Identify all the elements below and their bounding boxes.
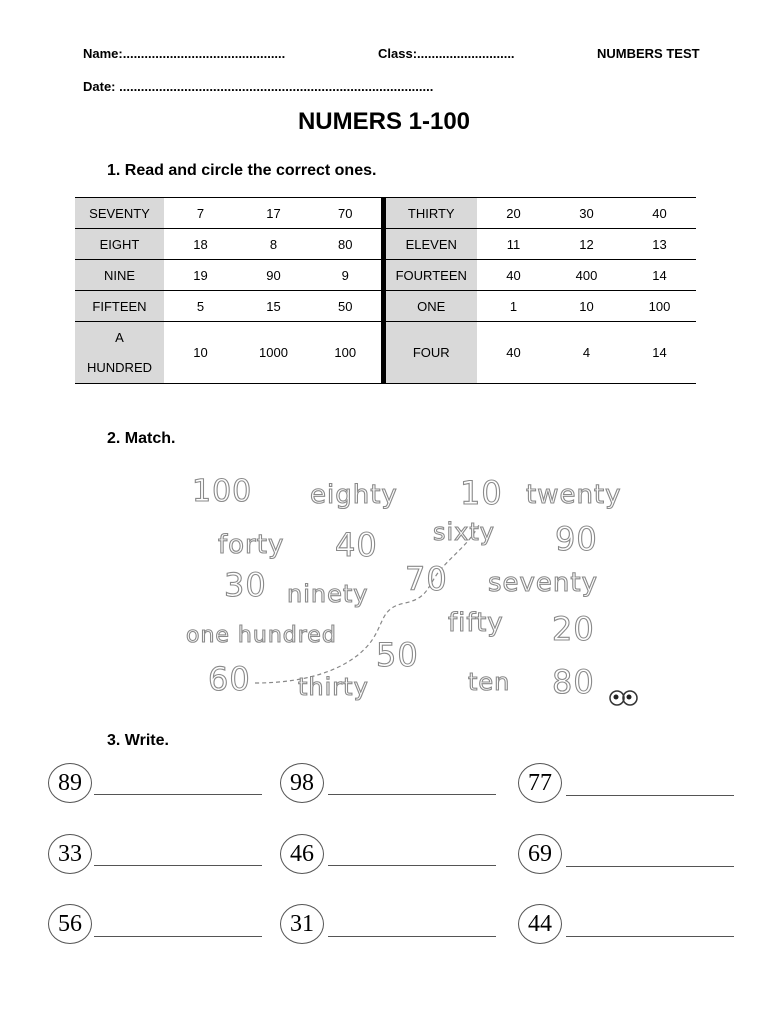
number-option[interactable]: 5 (164, 291, 237, 322)
match-item[interactable]: 90 (555, 520, 598, 558)
number-option[interactable]: 10 (550, 291, 623, 322)
write-answer-line[interactable] (328, 936, 496, 937)
match-item[interactable]: 100 (192, 474, 253, 509)
mascot-logo-icon (608, 688, 644, 708)
number-word: ONE (383, 291, 477, 322)
number-option[interactable]: 100 (310, 322, 383, 384)
number-option[interactable]: 80 (310, 229, 383, 260)
match-item[interactable]: 40 (335, 526, 378, 564)
table-row (75, 322, 696, 384)
write-answer-line[interactable] (566, 795, 734, 796)
number-option[interactable]: 1000 (237, 322, 310, 384)
write-number-badge: 31 (280, 904, 324, 944)
section2-heading: 2. Match. (107, 430, 176, 447)
section1-heading: 1. Read and circle the correct ones. (107, 162, 377, 179)
write-number-badge: 46 (280, 834, 324, 874)
write-number-badge: 69 (518, 834, 562, 874)
number-word: ELEVEN (383, 229, 477, 260)
number-word: SEVENTY (75, 198, 164, 229)
match-item[interactable]: forty (218, 530, 285, 560)
table-row (75, 229, 696, 260)
write-answer-line[interactable] (566, 866, 734, 867)
name-field-label: Name:............................................. (83, 46, 286, 61)
match-picture (180, 468, 650, 713)
number-option[interactable]: 13 (623, 229, 696, 260)
number-option[interactable]: 7 (164, 198, 237, 229)
write-answer-line[interactable] (94, 936, 262, 937)
page-title: NUMERS 1-100 (297, 108, 471, 135)
number-word: THIRTY (383, 198, 477, 229)
write-number-badge: 33 (48, 834, 92, 874)
write-number-badge: 89 (48, 763, 92, 803)
number-option[interactable]: 17 (237, 198, 310, 229)
number-option[interactable]: 14 (623, 322, 696, 384)
number-option[interactable]: 40 (477, 260, 550, 291)
number-option[interactable]: 50 (310, 291, 383, 322)
match-item[interactable]: 10 (460, 474, 503, 512)
match-item[interactable]: ninety (287, 580, 369, 608)
write-answer-line[interactable] (566, 936, 734, 937)
match-item[interactable]: twenty (526, 480, 622, 510)
number-word: EIGHT (75, 229, 164, 260)
number-option[interactable]: 1 (477, 291, 550, 322)
write-answer-line[interactable] (328, 865, 496, 866)
match-item[interactable]: 50 (376, 636, 419, 674)
number-option[interactable]: 8 (237, 229, 310, 260)
number-option[interactable]: 10 (164, 322, 237, 384)
number-option[interactable]: 14 (623, 260, 696, 291)
number-option[interactable]: 400 (550, 260, 623, 291)
test-title-label: NUMBERS TEST (597, 46, 700, 61)
number-word: FOURTEEN (383, 260, 477, 291)
match-item[interactable]: seventy (488, 568, 598, 598)
match-item[interactable]: 80 (552, 663, 595, 701)
number-option[interactable]: 9 (310, 260, 383, 291)
table-row (75, 291, 696, 322)
match-item[interactable]: eighty (310, 480, 398, 510)
number-option[interactable]: 40 (623, 198, 696, 229)
number-option[interactable]: 100 (623, 291, 696, 322)
circle-table (75, 197, 696, 384)
number-option[interactable]: 11 (477, 229, 550, 260)
number-word: FOUR (383, 322, 477, 384)
number-word-part: HUNDRED (87, 359, 152, 375)
number-option[interactable]: 70 (310, 198, 383, 229)
number-option[interactable]: 30 (550, 198, 623, 229)
number-word (75, 322, 164, 384)
write-answer-line[interactable] (94, 865, 262, 866)
match-item[interactable]: 30 (224, 566, 267, 604)
number-word: NINE (75, 260, 164, 291)
number-option[interactable]: 40 (477, 322, 550, 384)
write-number-badge: 56 (48, 904, 92, 944)
match-item[interactable]: 70 (405, 560, 448, 598)
section3-heading: 3. Write. (107, 732, 169, 749)
match-item[interactable]: ten (468, 668, 511, 696)
match-item[interactable]: 60 (208, 660, 251, 698)
match-item[interactable]: thirty (298, 673, 369, 701)
write-number-badge: 44 (518, 904, 562, 944)
table-row (75, 198, 696, 229)
number-option[interactable]: 19 (164, 260, 237, 291)
match-item[interactable]: sixty (433, 518, 495, 546)
write-number-badge: 77 (518, 763, 562, 803)
match-item[interactable]: one hundred (186, 623, 337, 648)
number-option[interactable]: 12 (550, 229, 623, 260)
write-number-badge: 98 (280, 763, 324, 803)
number-option[interactable]: 20 (477, 198, 550, 229)
number-option[interactable]: 4 (550, 322, 623, 384)
write-answer-line[interactable] (328, 794, 496, 795)
number-option[interactable]: 90 (237, 260, 310, 291)
match-item[interactable]: 20 (552, 610, 595, 648)
class-field-label: Class:........................... (378, 46, 515, 61)
match-item[interactable]: fifty (448, 608, 504, 638)
number-word: FIFTEEN (75, 291, 164, 322)
table-row (75, 260, 696, 291)
number-word-part: A (115, 329, 124, 345)
write-answer-line[interactable] (94, 794, 262, 795)
number-option[interactable]: 15 (237, 291, 310, 322)
number-option[interactable]: 18 (164, 229, 237, 260)
date-field-label: Date: ....................................................................................... (83, 79, 434, 94)
